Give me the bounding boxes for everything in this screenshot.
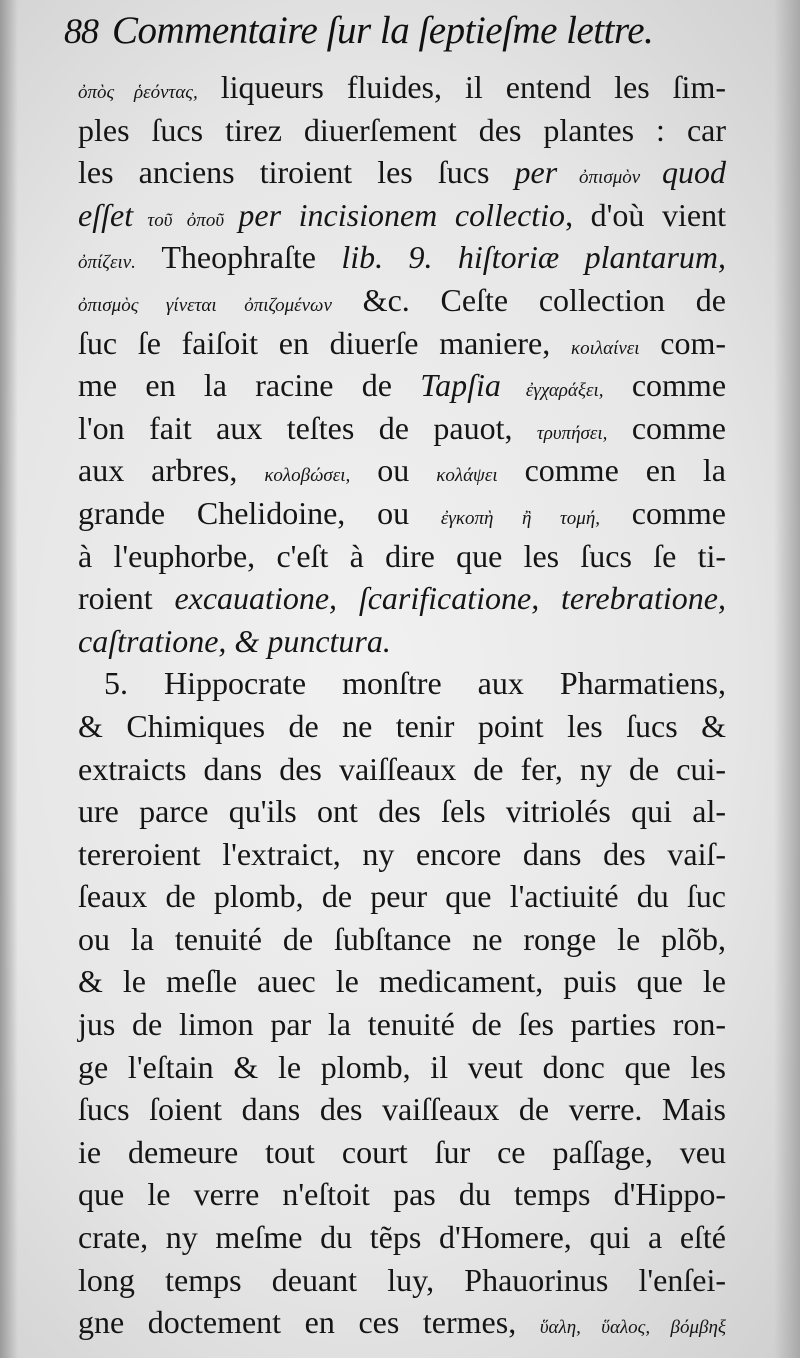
line-segment: comme [600, 494, 726, 531]
text-line [78, 322, 726, 365]
greek-text: κολάψει [436, 465, 498, 487]
text-line [78, 1301, 726, 1344]
italic-text: per incisionem collectio [238, 196, 566, 233]
text-line [78, 790, 726, 833]
line-segment: l'on fait aux teſtes de pauot, [78, 409, 537, 446]
text-line [78, 1173, 726, 1216]
text-line [78, 407, 726, 450]
greek-text: κοιλαίνει [570, 337, 640, 359]
line-segment: gne doctement en ces termes, [78, 1304, 540, 1341]
text-line [78, 1046, 726, 1089]
line-segment: ge l'eſtain & le plomb, il veut donc que les [78, 1048, 726, 1085]
line-segment: ie demeure tout court ſur ce paſſage, veu [78, 1133, 726, 1170]
line-segment: les anciens tiroient les ſucs [78, 154, 515, 191]
text-line [78, 577, 726, 620]
line-segment: com- [639, 324, 727, 361]
text-line [78, 66, 726, 109]
greek-text: ὀπισμὸς γίνεται ὀπιζομένων [78, 294, 332, 316]
greek-text: τρυπήσει, [536, 422, 608, 444]
line-segment: 5. Hippocrate monſtre aux Pharmatiens, [104, 665, 726, 702]
page-shadow-right [774, 0, 800, 1358]
line-segment: ſuc ſe faiſoit en diuerſe maniere, [78, 324, 571, 361]
text-line [78, 748, 726, 791]
line-segment: ples ſucs tirez diuerſement des plantes : car [78, 111, 726, 148]
text-line [78, 705, 726, 748]
line-segment: Theophraſte [135, 239, 342, 276]
text-line [78, 875, 726, 918]
line-segment: que le verre n'eſtoit pas du temps d'Hippo- [78, 1176, 726, 1213]
line-segment: &c. Ceſte collection de [331, 281, 726, 318]
line-segment: long temps deuant luy, Phauorinus l'enſei- [78, 1261, 726, 1298]
line-segment: ſucs ſoient dans des vaiſſeaux de verre. Mais [78, 1091, 726, 1128]
text-line [78, 194, 726, 237]
line-segment: extraicts dans des vaiſſeaux de fer, ny de cui- [78, 750, 726, 787]
greek-text: ἐγχαράξει, [500, 380, 604, 402]
text-line [78, 492, 726, 535]
greek-text: ὀπισμὸν [557, 167, 663, 189]
line-segment: ure parce qu'ils ont des ſels vitriolés qui al- [78, 793, 726, 830]
body-text [78, 66, 726, 1344]
page-number: 88 [64, 11, 98, 51]
italic-text: excauatione, ſcarificatione, terebratione, [174, 580, 727, 617]
line-segment: tereroient l'extraict, ny encore dans des vaiſ- [78, 835, 726, 872]
line-segment: roient [78, 580, 175, 617]
line-segment: me en la racine de [78, 367, 421, 404]
italic-text: lib. 9. hiſtoriæ plantarum, [341, 239, 727, 276]
greek-text: ὀπὸς ῥεόντας, [78, 82, 198, 103]
text-line [78, 279, 726, 322]
text-line [78, 535, 726, 578]
text-line [78, 662, 726, 705]
text-line [78, 449, 726, 492]
line-segment: liqueurs fluides, il entend les ſim- [197, 69, 726, 105]
greek-text: ὀπίζειν. [78, 252, 136, 274]
greek-text: κολοβώσει, [264, 465, 351, 487]
italic-text: caſtratione, & punctura. [78, 622, 391, 659]
line-segment: ſeaux de plomb, de peur que l'actiuité du ſuc [78, 878, 726, 915]
text-line [78, 833, 726, 876]
italic-text: quod [662, 154, 727, 191]
line-segment: ou la tenuité de ſubſtance ne ronge le plõb, [78, 920, 726, 957]
line-segment: & le meſle auec le medicament, puis que le [78, 963, 726, 1000]
italic-text: Tapſia [420, 367, 501, 404]
greek-text: ὕαλη, ὕαλος, βόμβηξ [539, 1317, 727, 1339]
line-segment: comme [603, 367, 727, 404]
page-header [64, 8, 754, 64]
running-head: Commentaire ſur la ſeptieſme lettre. [112, 9, 654, 52]
italic-text: per [514, 154, 558, 191]
line-segment: à l'euphorbe, c'eſt à dire que les ſucs ſe ti- [78, 537, 726, 574]
italic-text: eſſet [78, 196, 134, 233]
text-line [78, 1003, 726, 1046]
line-segment: crate, ny meſme du tẽps d'Homere, qui a eſté [78, 1219, 726, 1256]
line-segment: grande Chelidoine, ou [78, 494, 441, 531]
line-segment: comme [607, 409, 727, 446]
text-line [78, 620, 726, 663]
text-line [78, 960, 726, 1003]
line-segment: aux arbres, [78, 452, 265, 489]
line-segment: jus de limon par la tenuité de ſes parties ron- [78, 1006, 726, 1043]
page-shadow-left [0, 0, 18, 1358]
text-line [78, 151, 726, 194]
line-segment: comme en la [497, 452, 726, 489]
greek-text: ἐγκοπὴ ἢ τομή, [440, 507, 600, 529]
text-line [78, 1259, 726, 1302]
line-segment: , d'où vient [565, 196, 727, 233]
line-segment: & Chimiques de ne tenir point les ſucs & [78, 707, 726, 744]
text-line [78, 1088, 726, 1131]
text-line [78, 918, 726, 961]
text-line [78, 236, 726, 279]
line-segment: ou [350, 452, 437, 489]
text-line [78, 364, 726, 407]
text-line [78, 109, 726, 152]
greek-text: τοῦ ὀποῦ [133, 209, 239, 231]
text-line [78, 1216, 726, 1259]
text-line [78, 1131, 726, 1174]
